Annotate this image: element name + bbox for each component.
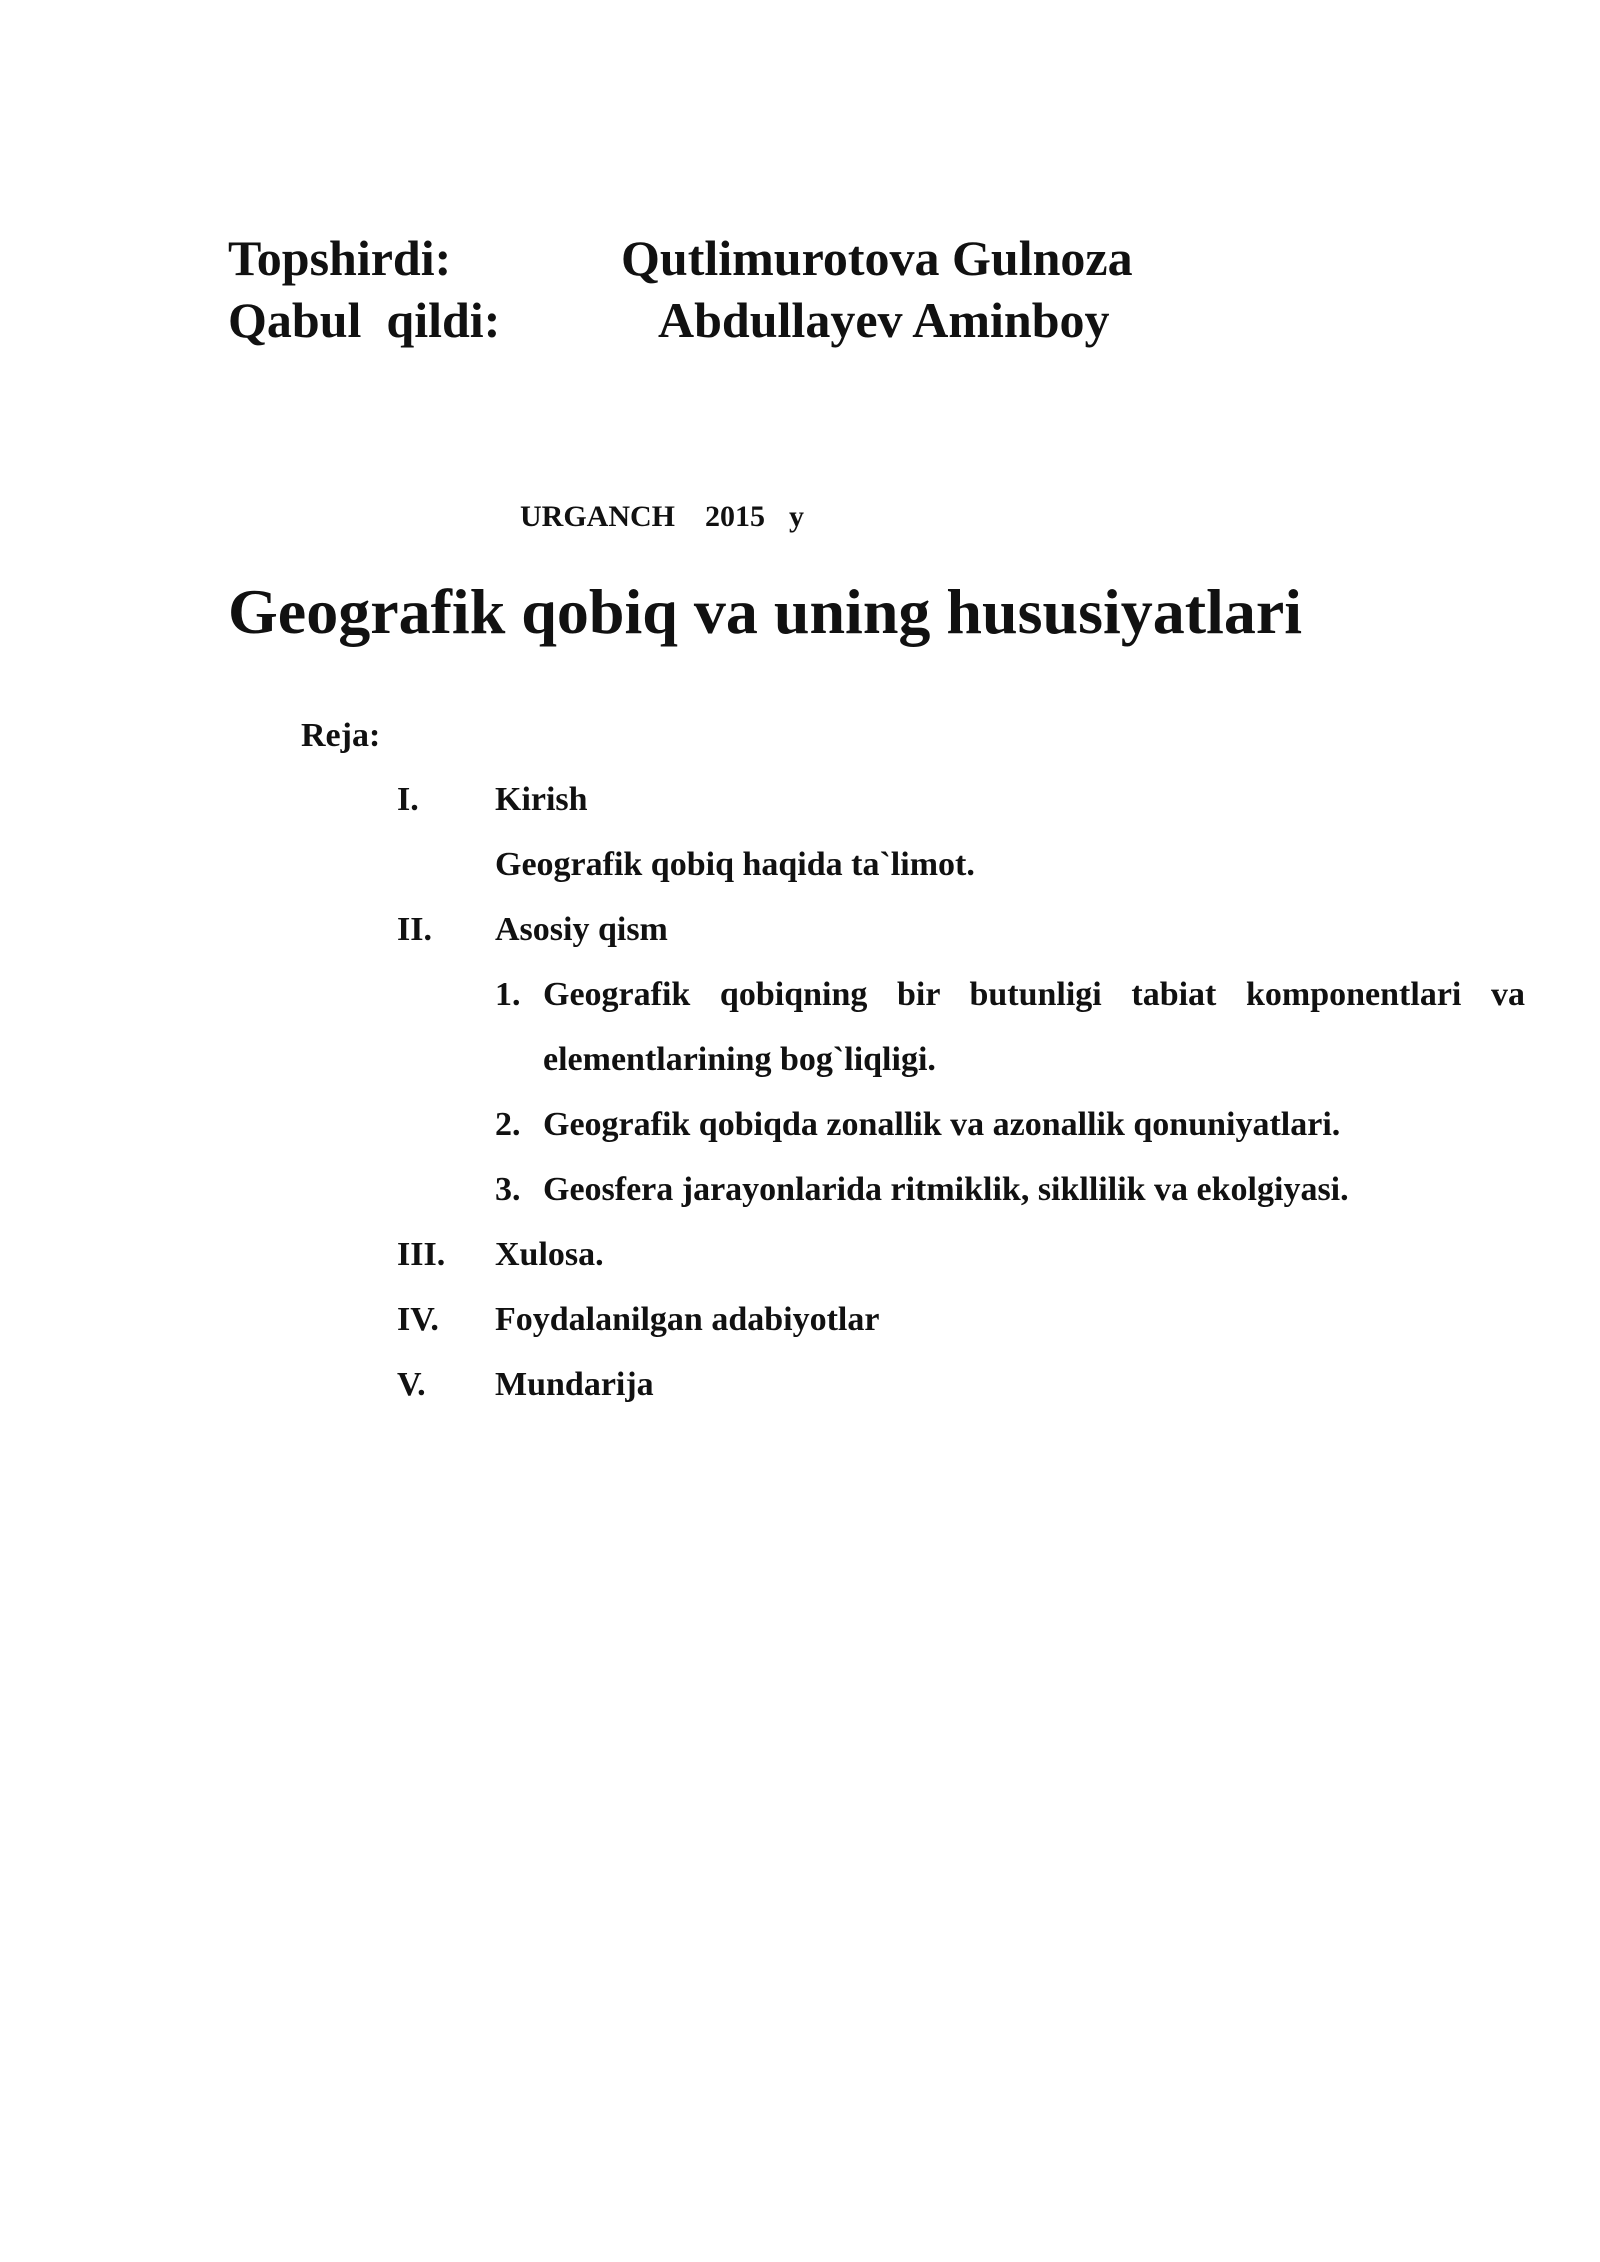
plan-subitem-text-line2: elementlarining bog`liqligi. [543,1041,936,1078]
plan-item-numeral: IV. [397,1301,439,1338]
plan-item-numeral: III. [397,1236,446,1273]
plan-item-text: Mundarija [495,1366,654,1403]
plan-subitem-text: Geosfera jarayonlarida ritmiklik, sikllilik va ekolgiyasi. [543,1171,1349,1208]
plan-subitem-number: 2. [495,1106,521,1143]
accepted-by-label: Qabul qildi: [228,292,501,348]
submitted-by-label: Topshirdi: [228,230,452,286]
plan-subitem-number: 1. [495,976,521,1013]
plan-subitem-number: 3. [495,1171,521,1208]
city-name: URGANCH [520,500,675,533]
plan-item-text: Foydalanilgan adabiyotlar [495,1301,880,1338]
submitted-by-name: Qutlimurotova Gulnoza [621,230,1133,286]
plan-item-numeral: V. [397,1366,426,1403]
plan-item-numeral: II. [397,911,432,948]
accepted-by-name: Abdullayev Aminboy [658,292,1110,348]
year: 2015 [705,500,765,533]
place-and-year [520,497,804,537]
plan-item-text: Xulosa. [495,1236,604,1273]
document-title: Geografik qobiq va uning hususiyatlari [228,576,1303,647]
plan-heading: Reja: [301,717,381,754]
plan-item-text: Geografik qobiq haqida ta`limot. [495,846,975,883]
plan-subitem-text-line1: Geografik qobiqning bir butunligi tabiat komponentlari va [543,976,1525,1013]
plan-item-text: Asosiy qism [495,911,668,948]
year-suffix: y [789,500,804,533]
plan-subitem-text: Geografik qobiqda zonallik va azonallik qonuniyatlari. [543,1106,1341,1143]
plan-item-numeral: I. [397,781,419,818]
plan-item-text: Kirish [495,781,588,818]
